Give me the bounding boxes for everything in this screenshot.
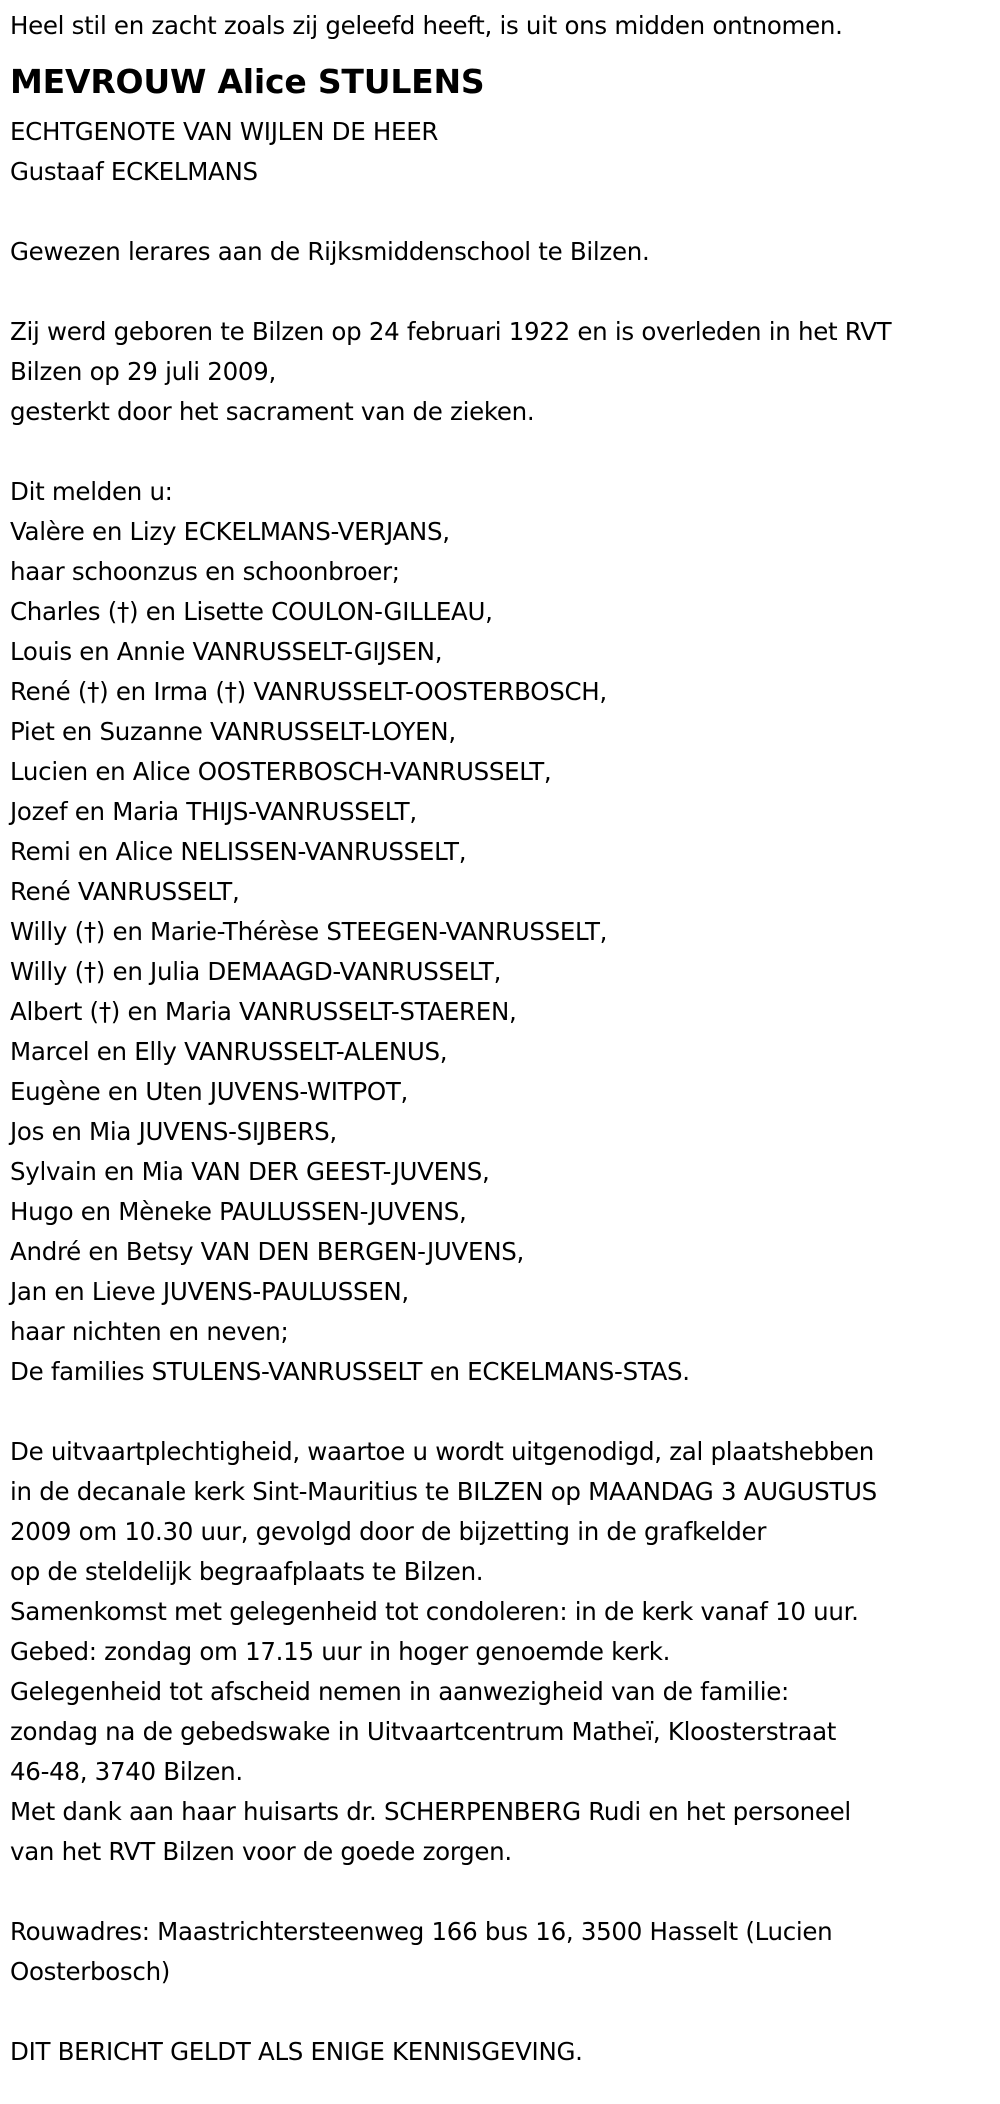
ceremony-line: van het RVT Bilzen voor de goede zorgen. <box>10 1837 512 1866</box>
mourner-line: Jos en Mia JUVENS-SIJBERS, <box>10 1117 337 1146</box>
ceremony-line: op de steldelijk begraafplaats te Bilzen. <box>10 1557 484 1586</box>
mourner-line: René VANRUSSELT, <box>10 877 240 906</box>
mourner-line: Remi en Alice NELISSEN-VANRUSSELT, <box>10 837 467 866</box>
mourner-line: André en Betsy VAN DEN BERGEN-JUVENS, <box>10 1237 524 1266</box>
mourner-line: Charles (†) en Lisette COULON-GILLEAU, <box>10 597 493 626</box>
mourner-line: De families STULENS-VANRUSSELT en ECKELMANS-STAS. <box>10 1357 690 1386</box>
mourner-line: Jan en Lieve JUVENS-PAULUSSEN, <box>10 1277 409 1306</box>
mourner-line: René (†) en Irma (†) VANRUSSELT-OOSTERBOSCH, <box>10 677 607 706</box>
birth-death-line: Zij werd geboren te Bilzen op 24 februari 1922 en is overleden in het RVT <box>10 317 892 346</box>
ceremony-line: Met dank aan haar huisarts dr. SCHERPENBERG Rudi en het personeel <box>10 1797 851 1826</box>
mourner-line: haar nichten en neven; <box>10 1317 289 1346</box>
death-notice <box>10 6 995 2072</box>
ceremony-line: 2009 om 10.30 uur, gevolgd door de bijzetting in de grafkelder <box>10 1517 767 1546</box>
mourner-line: Jozef en Maria THIJS-VANRUSSELT, <box>10 797 417 826</box>
mourners-heading: Dit melden u: <box>10 477 173 506</box>
ceremony-line: De uitvaartplechtigheid, waartoe u wordt uitgenodigd, zal plaatshebben <box>10 1437 874 1466</box>
birth-death-line: Bilzen op 29 juli 2009, <box>10 357 276 386</box>
occupation-line: Gewezen lerares aan de Rijksmiddenschool te Bilzen. <box>10 237 650 266</box>
spacer <box>10 1992 995 2032</box>
mourner-line: Hugo en Mèneke PAULUSSEN-JUVENS, <box>10 1197 467 1226</box>
mourner-line: Willy (†) en Julia DEMAAGD-VANRUSSELT, <box>10 957 502 986</box>
spacer <box>10 1392 995 1432</box>
mourner-line: Eugène en Uten JUVENS-WITPOT, <box>10 1077 408 1106</box>
ceremony-line: Gelegenheid tot afscheid nemen in aanwezigheid van de familie: <box>10 1677 789 1706</box>
mourner-line: haar schoonzus en schoonbroer; <box>10 557 400 586</box>
spacer <box>10 1872 995 1912</box>
address-line: Oosterbosch) <box>10 1957 171 1986</box>
spacer <box>10 192 995 232</box>
mourner-line: Piet en Suzanne VANRUSSELT-LOYEN, <box>10 717 456 746</box>
ceremony-line: in de decanale kerk Sint-Mauritius te BILZEN op MAANDAG 3 AUGUSTUS <box>10 1477 877 1506</box>
ceremony-line: 46-48, 3740 Bilzen. <box>10 1757 243 1786</box>
mourner-line: Willy (†) en Marie-Thérèse STEEGEN-VANRUSSELT, <box>10 917 608 946</box>
mourner-line: Albert (†) en Maria VANRUSSELT-STAEREN, <box>10 997 517 1026</box>
mourner-line: Lucien en Alice OOSTERBOSCH-VANRUSSELT, <box>10 757 552 786</box>
deceased-name: MEVROUW Alice STULENS <box>10 62 485 101</box>
mourner-line: Marcel en Elly VANRUSSELT-ALENUS, <box>10 1037 448 1066</box>
relation-line: Gustaaf ECKELMANS <box>10 157 258 186</box>
ceremony-line: Gebed: zondag om 17.15 uur in hoger genoemde kerk. <box>10 1637 671 1666</box>
spacer <box>10 272 995 312</box>
ceremony-line: zondag na de gebedswake in Uitvaartcentrum Matheï, Kloosterstraat <box>10 1717 837 1746</box>
mourner-line: Valère en Lizy ECKELMANS-VERJANS, <box>10 517 450 546</box>
closing-line: DIT BERICHT GELDT ALS ENIGE KENNISGEVING. <box>10 2037 583 2066</box>
intro-line: Heel stil en zacht zoals zij geleefd heeft, is uit ons midden ontnomen. <box>10 11 843 40</box>
birth-death-line: gesterkt door het sacrament van de zieken. <box>10 397 535 426</box>
address-line: Rouwadres: Maastrichtersteenweg 166 bus 16, 3500 Hasselt (Lucien <box>10 1917 833 1946</box>
ceremony-line: Samenkomst met gelegenheid tot condoleren: in de kerk vanaf 10 uur. <box>10 1597 859 1626</box>
spacer <box>10 432 995 472</box>
relation-line: ECHTGENOTE VAN WIJLEN DE HEER <box>10 117 439 146</box>
mourner-line: Sylvain en Mia VAN DER GEEST-JUVENS, <box>10 1157 490 1186</box>
mourner-line: Louis en Annie VANRUSSELT-GIJSEN, <box>10 637 443 666</box>
